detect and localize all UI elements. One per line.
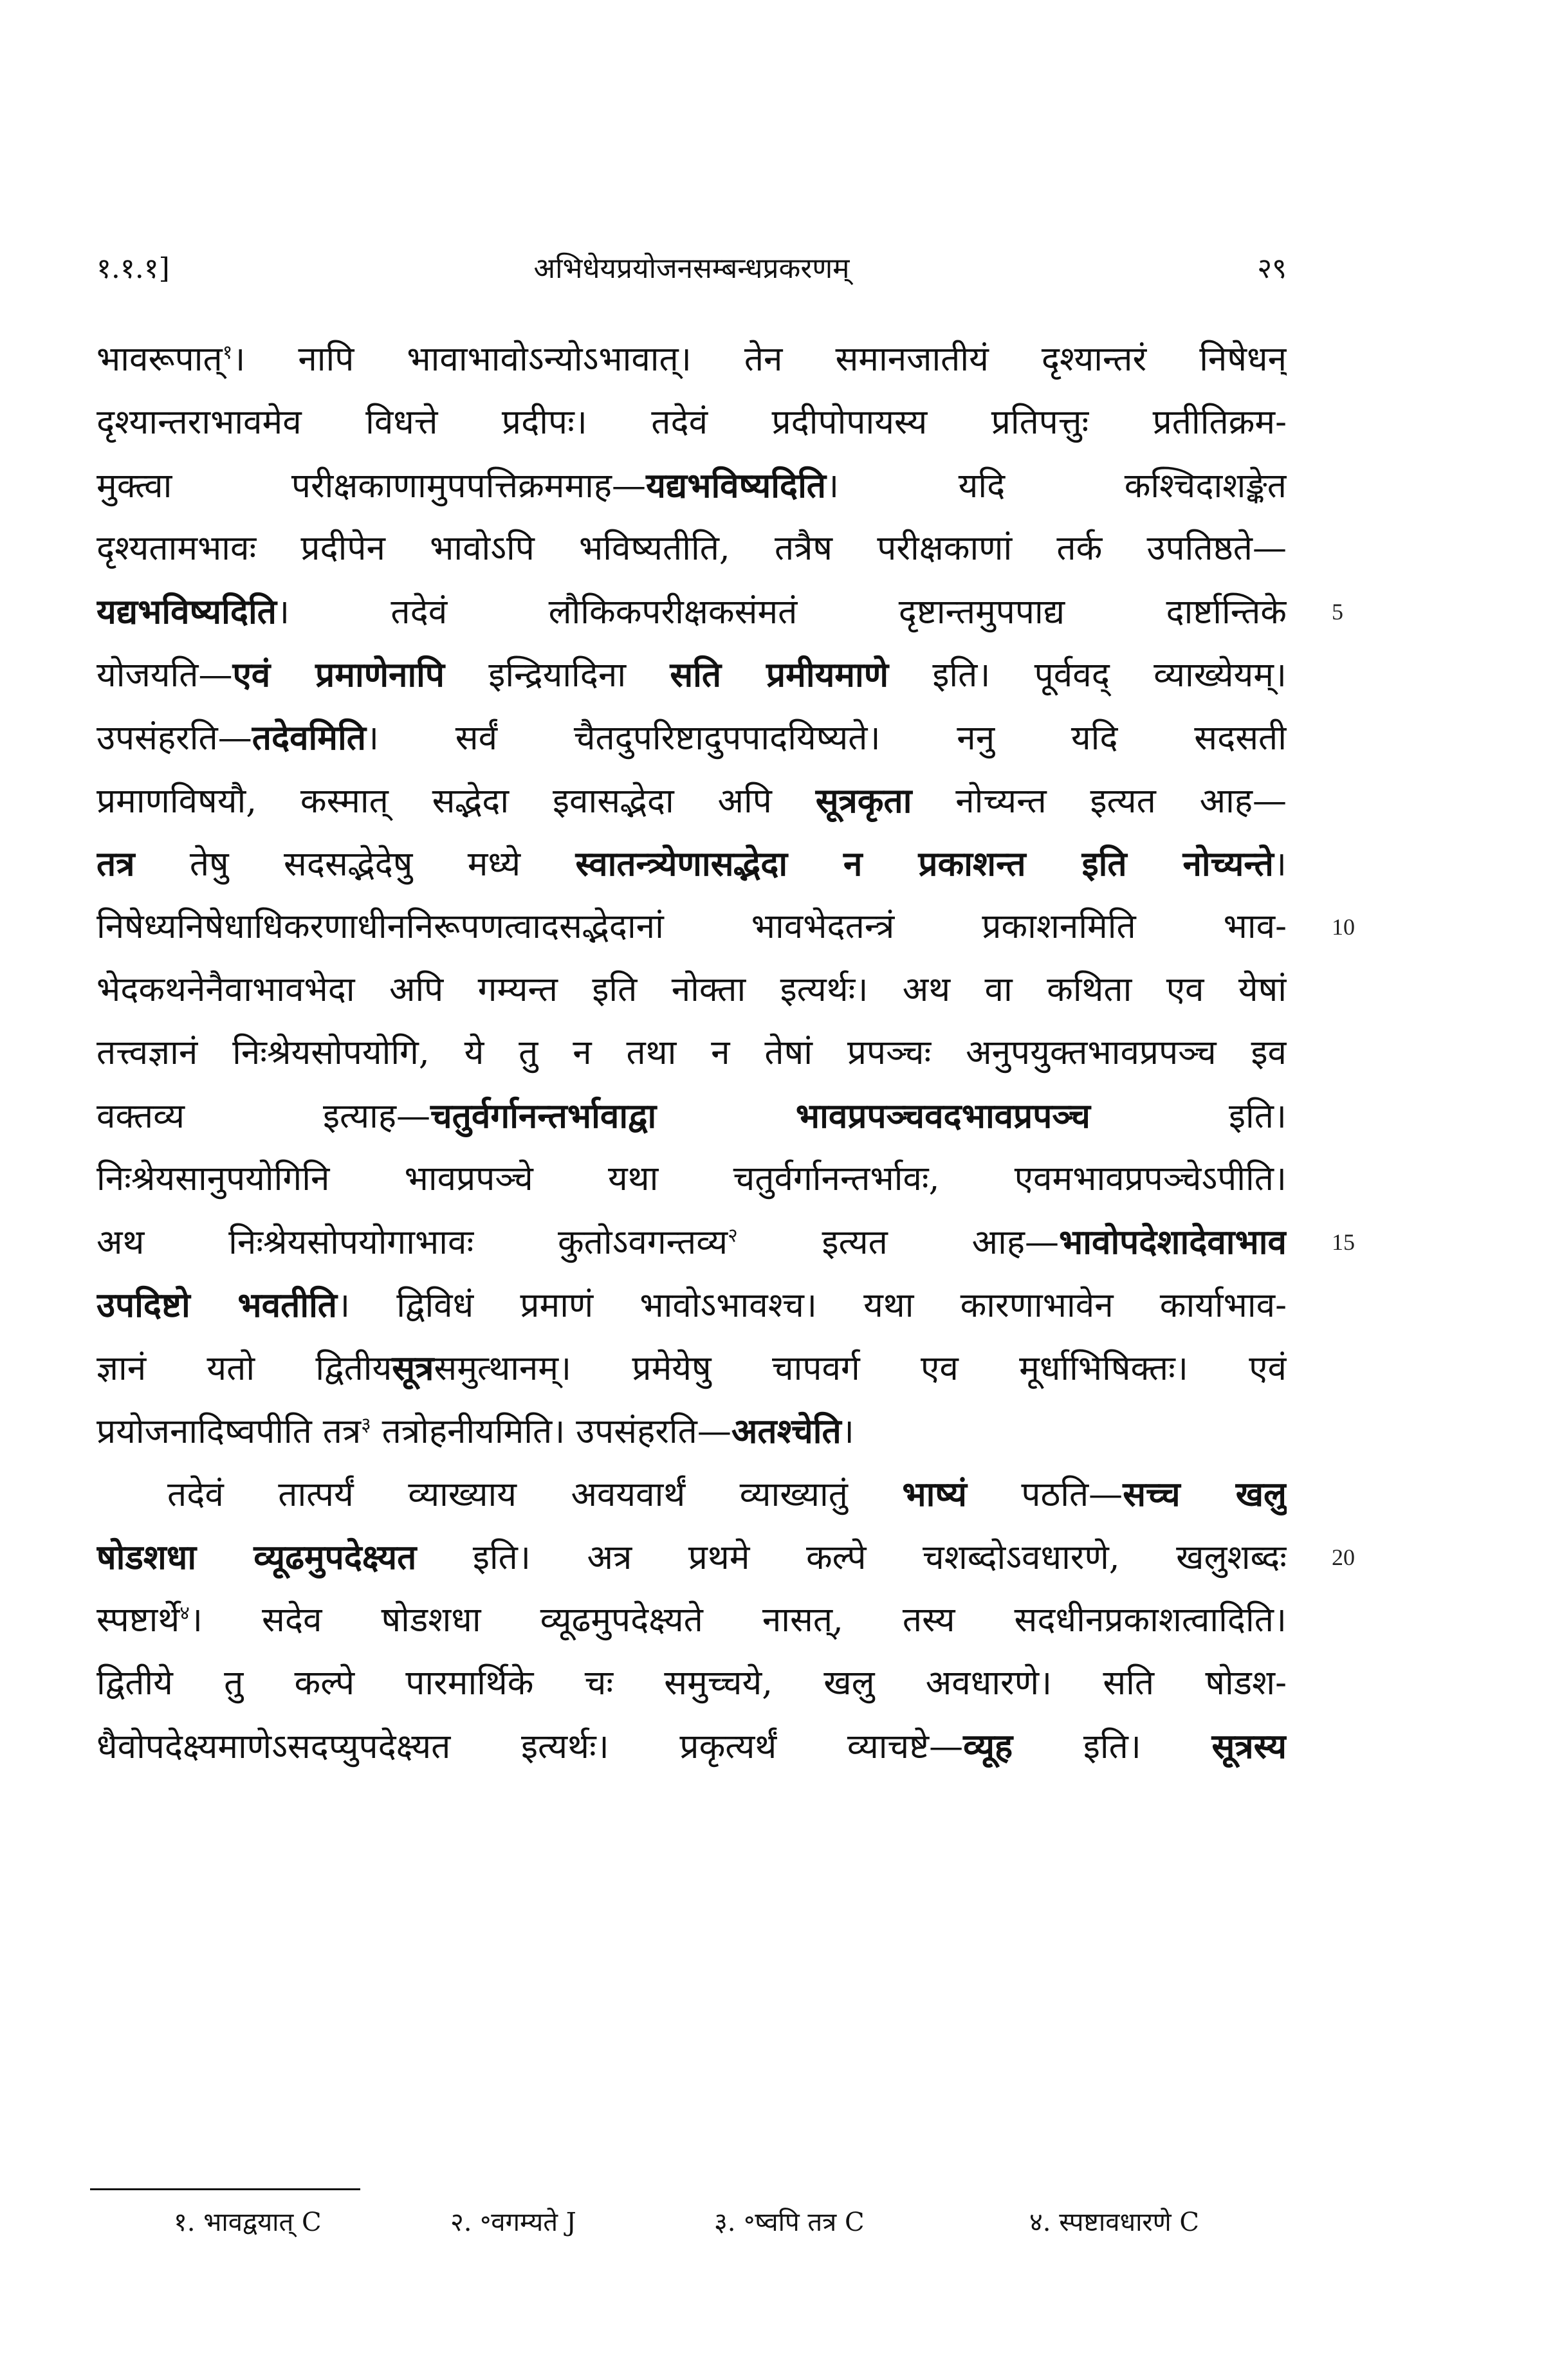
text-line-22	[96, 1652, 1287, 1715]
pratika-quote: षोडशधा व्यूढमुपदेक्ष्यत	[96, 1537, 417, 1577]
text-line-2	[96, 391, 1287, 454]
text-span: इति। अत्र प्रथमे कल्पे चशब्दोऽवधारणे, खलुशब्दः	[416, 1538, 1287, 1577]
text-span: तत्त्वज्ञानं निःश्रेयसोपयोगि, ये तु न तथा न तेषां प्रपञ्चः अनुपयुक्तभावप्रपञ्च इव	[96, 1033, 1287, 1072]
text-span: मुक्त्वा परीक्षकाणामुपपत्तिक्रममाह—	[96, 466, 647, 506]
footnotes	[174, 2203, 1287, 2242]
pratika-quote: भाष्यं	[902, 1474, 967, 1514]
pratika-quote: तत्र	[96, 844, 135, 884]
text-line-16	[96, 1274, 1287, 1337]
text-span: इति।	[1013, 1727, 1212, 1766]
text-span: । सर्वं चैतदुपरिष्टादुपपादयिष्यते। ननु यदि सदसती	[365, 719, 1287, 758]
text-span: वक्तव्य इत्याह—	[96, 1097, 431, 1136]
pratika-quote: तदेवमिति	[252, 718, 366, 758]
text-span: तेषु सदसद्भेदेषु मध्ये	[134, 845, 576, 884]
pratika-quote: अतश्चेति	[731, 1411, 841, 1451]
footnote-4: ४. स्पष्टावधारणे C	[1029, 2208, 1200, 2237]
running-title: अभिधेयप्रयोजनसम्बन्धप्रकरणम्	[533, 252, 850, 285]
text-span: । यदि कश्चिदाशङ्केत	[826, 466, 1287, 506]
text-span: इन्द्रियादिना	[445, 655, 670, 695]
text-span: । नापि भावाभावोऽन्योऽभावात्। तेन समानजातीयं दृश्यान्तरं निषेधन्	[232, 340, 1287, 379]
text-line-10	[96, 895, 1287, 958]
text-span: । द्विविधं प्रमाणं भावोऽभावश्च। यथा कारणाभावेन कार्याभाव-	[337, 1286, 1287, 1325]
line-number: 15	[1332, 1229, 1355, 1255]
pratika-quote: भावोपदेशादेवाभाव	[1059, 1222, 1287, 1262]
text-line-18	[96, 1400, 1287, 1463]
footnote-marker: ३	[361, 1413, 371, 1436]
pratika-quote: सति प्रमीयमाणे	[670, 655, 889, 695]
commentary-text	[96, 328, 1287, 1778]
text-line-5	[96, 580, 1287, 643]
text-span: पठति—	[966, 1475, 1123, 1514]
section-reference: १.१.१]	[96, 252, 170, 285]
text-span: द्वितीये तु कल्पे पारमार्थिके चः समुच्चये, खलु अवधारणे। सति षोडश-	[96, 1663, 1287, 1703]
text-span: प्रयोजनादिष्वपीति तत्र	[96, 1412, 362, 1451]
pratika-quote: उपदिष्टो भवतीति	[96, 1285, 338, 1325]
pratika-quote: यद्यभविष्यदिति	[96, 592, 277, 632]
text-span: तत्रोहनीयमिति। उपसंहरति—	[371, 1412, 731, 1451]
text-span: भेदकथनेनैवाभावभेदा अपि गम्यन्त इति नोक्ता इत्यर्थः। अथ वा कथिता एव येषां	[96, 970, 1287, 1009]
footnote-marker: ४	[179, 1602, 190, 1625]
text-line-17	[96, 1337, 1287, 1400]
text-span: अथ निःश्रेयसोपयोगाभावः कुतोऽवगन्तव्य	[96, 1223, 728, 1262]
text-span: निषेध्यनिषेधाधिकरणाधीननिरूपणत्वादसद्भेदानां भावभेदतन्त्रं प्रकाशनमिति भाव-	[96, 907, 1287, 946]
text-span: दृश्यतामभावः प्रदीपेन भावोऽपि भविष्यतीति, तत्रैष परीक्षकाणां तर्क उपतिष्ठते—	[96, 529, 1287, 568]
pratika-quote: सूत्रस्य	[1211, 1726, 1287, 1766]
footnote-1: १. भावद्वयात् C	[174, 2208, 322, 2237]
pratika-quote: यद्यभविष्यदिति	[646, 466, 827, 506]
text-span: ।	[1273, 845, 1287, 884]
pratika-quote: व्यूह	[963, 1726, 1013, 1766]
pratika-quote: स्वातन्त्र्येणासद्भेदा न प्रकाशन्त इति नोच्यन्ते	[575, 844, 1274, 884]
text-line-7	[96, 706, 1287, 769]
running-header	[96, 248, 1287, 286]
text-span: । तदेवं लौकिकपरीक्षकसंमतं दृष्टान्तमुपपाद्य दार्ष्टान्तिके	[276, 592, 1287, 632]
pratika-quote: सूत्र	[392, 1348, 434, 1388]
text-line-3	[96, 454, 1287, 517]
text-line-14	[96, 1148, 1287, 1211]
text-line-20	[96, 1526, 1287, 1589]
text-line-19	[96, 1463, 1287, 1526]
text-span: तदेवं तात्पर्यं व्याख्याय अवयवार्थं व्याख्यातुं	[167, 1475, 903, 1514]
text-span: इति। पूर्ववद् व्याख्येयम्।	[888, 655, 1287, 695]
page-number: २९	[1257, 252, 1287, 285]
text-line-6	[96, 643, 1287, 706]
text-line-11	[96, 958, 1287, 1021]
text-line-12	[96, 1021, 1287, 1085]
footnote-rule	[90, 2188, 360, 2190]
text-span: इति।	[1090, 1097, 1287, 1136]
text-span: धैवोपदेक्ष्यमाणेऽसदप्युपदेक्ष्यत इत्यर्थः। प्रकृत्यर्थं व्याचष्टे—	[96, 1727, 964, 1766]
text-span: ज्ञानं यतो द्वितीय	[96, 1349, 392, 1388]
text-span: । सदेव षोडशधा व्यूढमुपदेक्ष्यते नासत्, तस्य सदधीनप्रकाशत्वादिति।	[189, 1600, 1287, 1640]
footnote-marker: १	[222, 341, 233, 364]
text-line-9	[96, 832, 1287, 895]
text-line-13	[96, 1085, 1287, 1148]
text-line-15	[96, 1211, 1287, 1274]
pratika-quote: एवं प्रमाणेनापि	[232, 655, 445, 695]
text-line-8	[96, 769, 1287, 832]
footnote-3: ३. ॰ष्वपि तत्र C	[714, 2208, 865, 2237]
text-span: नोच्यन्त इत्यत आह—	[912, 782, 1287, 821]
text-line-4	[96, 517, 1287, 580]
text-span: दृश्यान्तराभावमेव विधत्ते प्रदीपः। तदेवं प्रदीपोपायस्य प्रतिपत्तुः प्रतीतिक्रम-	[96, 403, 1287, 442]
text-span: भावरूपात्	[96, 340, 223, 379]
footnote-2: २. ॰वगम्यते J	[450, 2208, 576, 2237]
text-span: योजयति—	[96, 655, 233, 695]
pratika-quote: सच्च खलु	[1123, 1474, 1287, 1514]
text-span: निःश्रेयसानुपयोगिनि भावप्रपञ्चे यथा चतुर्वर्गानन्तर्भावः, एवमभावप्रपञ्चेऽपीति।	[96, 1159, 1287, 1198]
text-line-23	[96, 1715, 1287, 1778]
pratika-quote: चतुर्वर्गानन्तर्भावाद्वा भावप्रपञ्चवदभावप्रपञ्च	[430, 1096, 1090, 1136]
text-span: समुत्थानम्। प्रमेयेषु चापवर्ग एव मूर्धाभिषिक्तः। एवं	[434, 1349, 1287, 1388]
text-span: ।	[841, 1412, 854, 1451]
line-number: 20	[1332, 1544, 1355, 1570]
footnote-marker: २	[728, 1224, 738, 1247]
pratika-quote: सूत्रकृता	[815, 781, 912, 821]
text-span: उपसंहरति—	[96, 719, 252, 758]
line-number: 10	[1332, 914, 1355, 940]
text-span: इत्यत आह—	[737, 1223, 1059, 1262]
text-line-1	[96, 328, 1287, 391]
text-line-21	[96, 1589, 1287, 1652]
line-number: 5	[1332, 599, 1343, 625]
text-span: प्रमाणविषयौ, कस्मात् सद्भेदा इवासद्भेदा अपि	[96, 782, 816, 821]
text-span: स्पष्टार्थे	[96, 1600, 180, 1640]
